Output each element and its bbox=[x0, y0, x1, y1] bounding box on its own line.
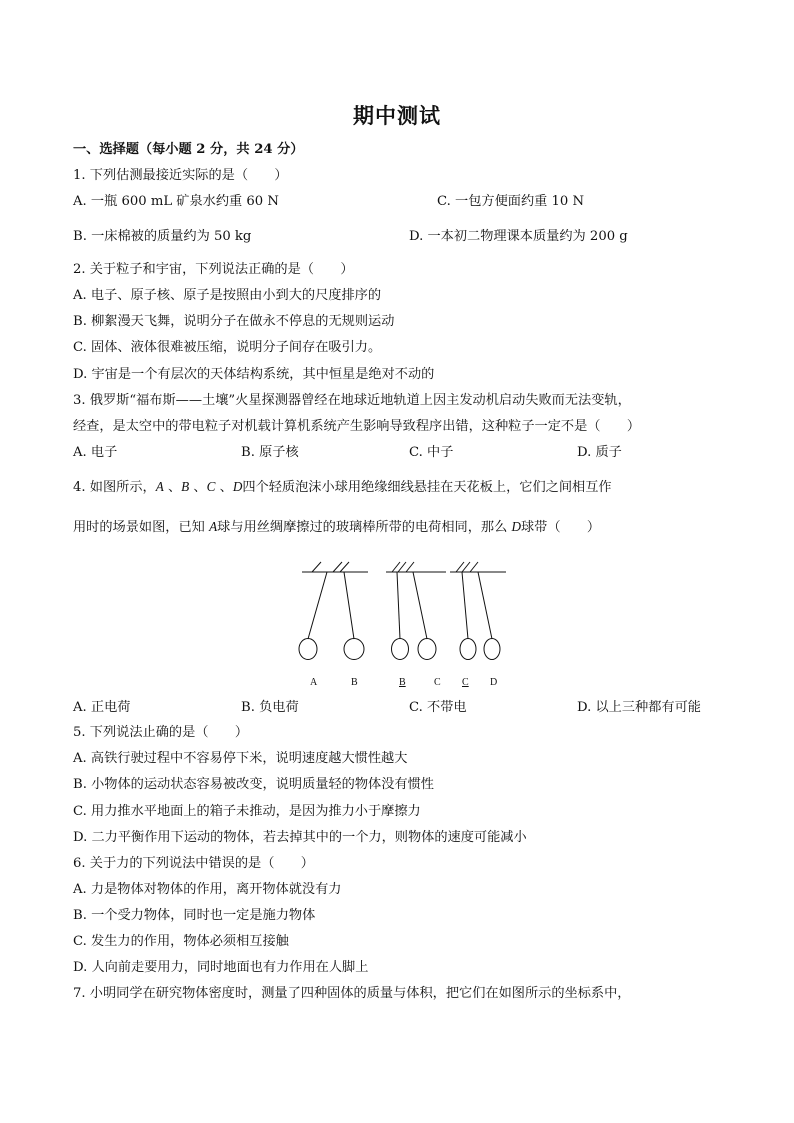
question-6-option-d[interactable]: D. 人向前走要用力，同时地面也有力作用在人脚上 bbox=[73, 960, 369, 975]
q4-text: 球与用丝绸摩擦过的玻璃棒所带的电荷相同，那么 bbox=[217, 520, 512, 535]
question-4-option-c[interactable]: C. 不带电 bbox=[409, 700, 467, 715]
question-1-option-d[interactable]: D. 一本初二物理课本质量约为 200 g bbox=[409, 229, 628, 244]
figure-label-b2: B bbox=[399, 677, 406, 688]
question-1-option-a[interactable]: A. 一瓶 600 mL 矿泉水约重 60 N bbox=[73, 194, 279, 209]
q4-text: 用时的场景如图，已知 bbox=[73, 520, 210, 535]
string-c2 bbox=[462, 572, 468, 639]
question-4-stem-line1 bbox=[73, 478, 612, 497]
question-2-option-a[interactable]: A. 电子、原子核、原子是按照由小到大的尺度排序的 bbox=[73, 288, 382, 303]
question-2-option-c[interactable]: C. 固体、液体很难被压缩，说明分子间存在吸引力。 bbox=[73, 340, 382, 355]
figure-label-c: C bbox=[434, 677, 441, 688]
q4-text: 4. 如图所示， bbox=[73, 480, 156, 495]
hatch-mark bbox=[333, 562, 342, 572]
page-title: 期中测试 bbox=[353, 103, 441, 128]
hatch-mark bbox=[312, 562, 321, 572]
question-6-stem: 6. 关于力的下列说法中错误的是（ ） bbox=[73, 856, 314, 871]
string-d bbox=[478, 572, 492, 639]
question-5-stem: 5. 下列说法止确的是（ ） bbox=[73, 725, 249, 740]
pendulum-diagram bbox=[296, 559, 516, 694]
question-1-option-c[interactable]: C. 一包方便面约重 10 N bbox=[437, 194, 585, 209]
question-4-stem-line2 bbox=[73, 518, 600, 537]
question-6-option-a[interactable]: A. 力是物体对物体的作用，离开物体就没有力 bbox=[73, 882, 342, 897]
hatch-mark bbox=[340, 562, 349, 572]
q4-sep: 、 bbox=[215, 480, 233, 495]
question-5-option-d[interactable]: D. 二力平衡作用下运动的物体，若去掉其中的一个力，则物体的速度可能减小 bbox=[73, 830, 527, 845]
string-b2 bbox=[397, 572, 400, 639]
question-3-option-a[interactable]: A. 电子 bbox=[73, 445, 118, 460]
figure-label-b: B bbox=[351, 677, 358, 688]
ball-d-symbol: D bbox=[232, 479, 243, 494]
hatch-mark bbox=[470, 562, 478, 572]
question-3-option-d[interactable]: D. 质子 bbox=[577, 445, 622, 460]
question-4-option-a[interactable]: A. 正电荷 bbox=[73, 700, 131, 715]
ball-c2 bbox=[460, 639, 476, 660]
ball-a-symbol: A bbox=[209, 519, 218, 534]
ball-b2 bbox=[392, 639, 409, 660]
question-3-stem-line1: 3. 俄罗斯“福布斯——土壤”火星探测器曾经在地球近地轨道上因主发动机启动失败而无法变轨， bbox=[73, 393, 631, 408]
question-2-stem: 2. 关于粒子和宇宙，下列说法正确的是（ ） bbox=[73, 262, 354, 277]
q4-sep: 、 bbox=[189, 480, 207, 495]
ball-d-symbol: D bbox=[511, 519, 521, 534]
figure-label-c2: C bbox=[462, 677, 469, 688]
question-4-option-d[interactable]: D. 以上三种都有可能 bbox=[577, 700, 701, 715]
q4-text: 球带（ ） bbox=[521, 520, 601, 535]
question-2-option-b[interactable]: B. 柳絮漫天飞舞，说明分子在做永不停息的无规则运动 bbox=[73, 314, 395, 329]
figure-label-a: A bbox=[310, 677, 318, 688]
charged-balls-figure bbox=[296, 559, 516, 694]
string-a bbox=[308, 572, 327, 639]
ball-b-symbol: B bbox=[181, 479, 190, 494]
question-6-option-c[interactable]: C. 发生力的作用，物体必须相互接触 bbox=[73, 934, 289, 949]
question-3-stem-line2: 经查，是太空中的带电粒子对机载计算机系统产生影响导致程序出错，这种粒子一定不是（ ） bbox=[73, 419, 641, 434]
question-5-option-c[interactable]: C. 用力推水平地面上的箱子未推动，是因为推力小于摩擦力 bbox=[73, 804, 421, 819]
ball-c-symbol: C bbox=[206, 479, 216, 494]
string-b bbox=[344, 572, 354, 639]
ball-c bbox=[418, 639, 436, 660]
ball-b bbox=[344, 639, 364, 660]
question-3-option-c[interactable]: C. 中子 bbox=[409, 445, 454, 460]
q4-sep: 、 bbox=[163, 480, 182, 495]
question-6-option-b[interactable]: B. 一个受力物体，同时也一定是施力物体 bbox=[73, 908, 316, 923]
question-1-stem: 1. 下列估测最接近实际的是（ ） bbox=[73, 168, 288, 183]
question-4-option-b[interactable]: B. 负电荷 bbox=[241, 700, 299, 715]
figure-label-d: D bbox=[490, 677, 498, 688]
string-c bbox=[413, 572, 427, 639]
hatch-mark bbox=[406, 562, 414, 572]
question-5-option-a[interactable]: A. 高铁行驶过程中不容易停下米，说明速度越大惯性越大 bbox=[73, 751, 408, 766]
question-7-stem-line1: 7. 小明同学在研究物体密度时，测量了四种固体的质量与体积，把它们在如图所示的坐标系中， bbox=[73, 986, 631, 1001]
question-2-option-d[interactable]: D. 宇宙是一个有层次的天体结构系统，其中恒星是绝对不动的 bbox=[73, 367, 435, 382]
q4-text: 四个轻质泡沫小球用绝缘细线悬挂在天花板上，它们之间相互作 bbox=[242, 480, 612, 495]
ball-a bbox=[299, 639, 317, 660]
question-5-option-b[interactable]: B. 小物体的运动状态容易被改变，说明质量轻的物体没有惯性 bbox=[73, 777, 434, 792]
question-3-option-b[interactable]: B. 原子核 bbox=[241, 445, 299, 460]
question-1-option-b[interactable]: B. 一床棉被的质量约为 50 kg bbox=[73, 229, 252, 244]
ball-a-symbol: A bbox=[155, 479, 164, 494]
section-heading: 一、选择题（每小题 2 分，共 24 分） bbox=[73, 142, 304, 157]
ball-d bbox=[484, 639, 500, 660]
